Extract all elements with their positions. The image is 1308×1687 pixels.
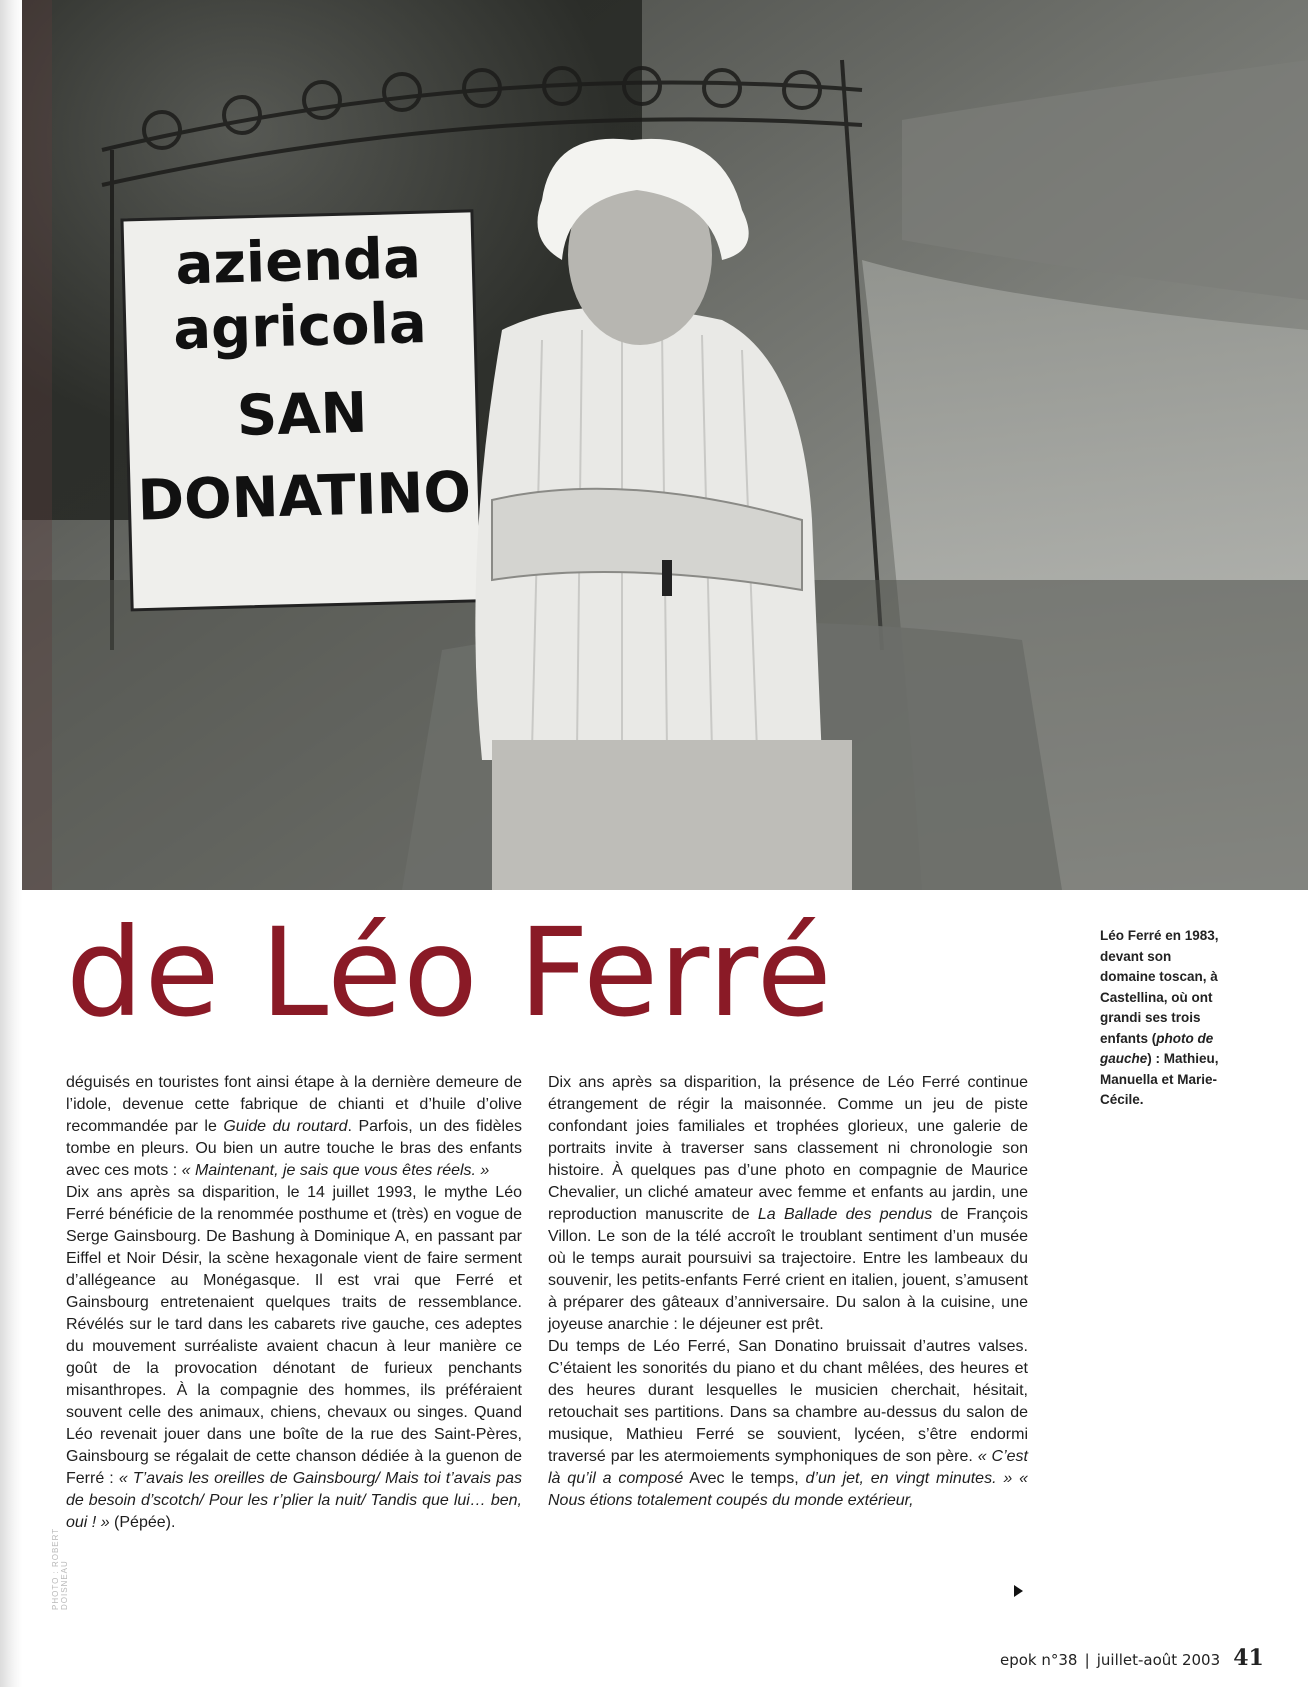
- sign-line-4: DONATINO: [136, 459, 472, 534]
- caption-italic: photo de gauche: [1100, 1030, 1214, 1066]
- paragraph: [548, 1336, 1028, 1512]
- quote: « T’avais les oreilles de Gainsbourg/ Mais toi t’avais pas de besoin d’scotch/ Pour les r’plier la nuit/ Tandis que lui… ben, oui ! »: [66, 1470, 523, 1531]
- text-run: déguisés en touristes font ainsi étape à la dernière demeure de l’idole, devenue cette fabrique de chianti et d’huile d’olive recommandée par le: [66, 1074, 522, 1135]
- issue-date: juillet-août 2003: [1096, 1651, 1221, 1669]
- caption-text-b: ) : Mathieu, Manuella et Marie-Cécile.: [1100, 1051, 1219, 1107]
- page-number: 41: [1233, 1645, 1264, 1671]
- text-run: Avec le temps,: [683, 1470, 806, 1487]
- sign-line-3: SAN: [236, 380, 369, 450]
- page-footer: [1000, 1645, 1264, 1671]
- quote: d’un jet, en vingt minutes. » « Nous étions totalement coupés du monde extérieur,: [548, 1470, 1028, 1509]
- paragraph: [66, 1182, 522, 1534]
- quote: « Maintenant, je sais que vous êtes réels. »: [181, 1162, 490, 1179]
- photo-credit: PHOTO : ROBERT DOISNEAU: [51, 1527, 69, 1610]
- continue-arrow-icon: [1014, 1585, 1023, 1597]
- text-run: (Pépée).: [109, 1514, 176, 1531]
- text-run: Dix ans après sa disparition, le 14 juillet 1993, le mythe Léo Ferré bénéficie de la renommée posthume et (très) en vogue de Serge Gainsbourg. De Bashung à Dominique A, en passant par Eiffel et Noir Désir, la scène hexagonale vient de faire serment d’allégeance au Monégasque. Il est vrai que Ferré et Gainsbourg entretenaient quelques traits de ressemblance. Révélés sur le tard dans les cabarets rive gauche, ces adeptes du mouvement surréaliste avaient chacun à leur manière ce goût de la provocation dénotant de furieux penchants misanthropes. À la compagnie des hommes, ils préféraient souvent celle des animaux, chiens, chevaux ou singes. Quand Léo revenait jouer dans une boîte de la rue des Saint-Pères, Gainsbourg se régalait de cette chanson dédiée à la guenon de Ferré :: [66, 1184, 522, 1487]
- body-column-left: [66, 1072, 522, 1534]
- caption-text-a: Léo Ferré en 1983, devant son domaine toscan, à Castellina, où ont grandi ses trois enfants (: [1100, 928, 1219, 1046]
- text-run: . Parfois, un des fidèles tombe en pleurs. Ou bien un autre touche le bras des enfants avec ces mots :: [66, 1118, 522, 1179]
- paragraph: [66, 1072, 522, 1182]
- cover-photo: [22, 0, 1308, 890]
- sign-line-1: azienda: [174, 226, 422, 298]
- book-title: Guide du routard: [223, 1118, 348, 1135]
- article-headline: de Léo Ferré: [66, 902, 833, 1044]
- text-run: Dix ans après sa disparition, la présence de Léo Ferré continue étrangement de régir la maisonnée. Comme un jeu de piste confondant joies familiales et trophées glorieux, une galerie de portraits invite à traverser sans classement ni chronologie son histoire. À quelques pas d’une photo en compagnie de Maurice Chevalier, un cliché amateur avec femme et enfants au jardin, une reproduction manuscrite de: [548, 1074, 1028, 1223]
- body-column-right: [548, 1072, 1028, 1512]
- footer-separator: |: [1084, 1651, 1090, 1669]
- sign-line-2: agricola: [172, 291, 428, 363]
- book-title: La Ballade des pendus: [757, 1206, 933, 1223]
- quote: « C’est là qu’il a composé: [548, 1448, 1028, 1487]
- page-gutter: [0, 0, 22, 1687]
- text-run: de François Villon. Le son de la télé accroît le troublant sentiment d’un musée où le temps aurait poursuivi sa trajectoire. Entre les lambeaux du souvenir, les petits-enfants Ferré crient en italien, jouent, s’amusent à préparer des gâteaux d’anniversaire. Du salon à la cuisine, une joyeuse anarchie : le déjeuner est prêt.: [548, 1206, 1028, 1333]
- text-run: Du temps de Léo Ferré, San Donatino bruissait d’autres valses. C’étaient les sonorités du piano et du chant mêlées, des heures et des heures durant lesquelles le musicien cherchait, hésitait, retouchait ses partitions. Dans sa chambre au-dessus du salon de musique, Mathieu Ferré se souvient, lycéen, s’être endormi traversé par les atermoiements symphoniques de son père.: [548, 1338, 1028, 1465]
- photo-caption: [1100, 926, 1230, 1111]
- paragraph: [548, 1072, 1028, 1336]
- magazine-issue: epok n°38: [1000, 1651, 1078, 1669]
